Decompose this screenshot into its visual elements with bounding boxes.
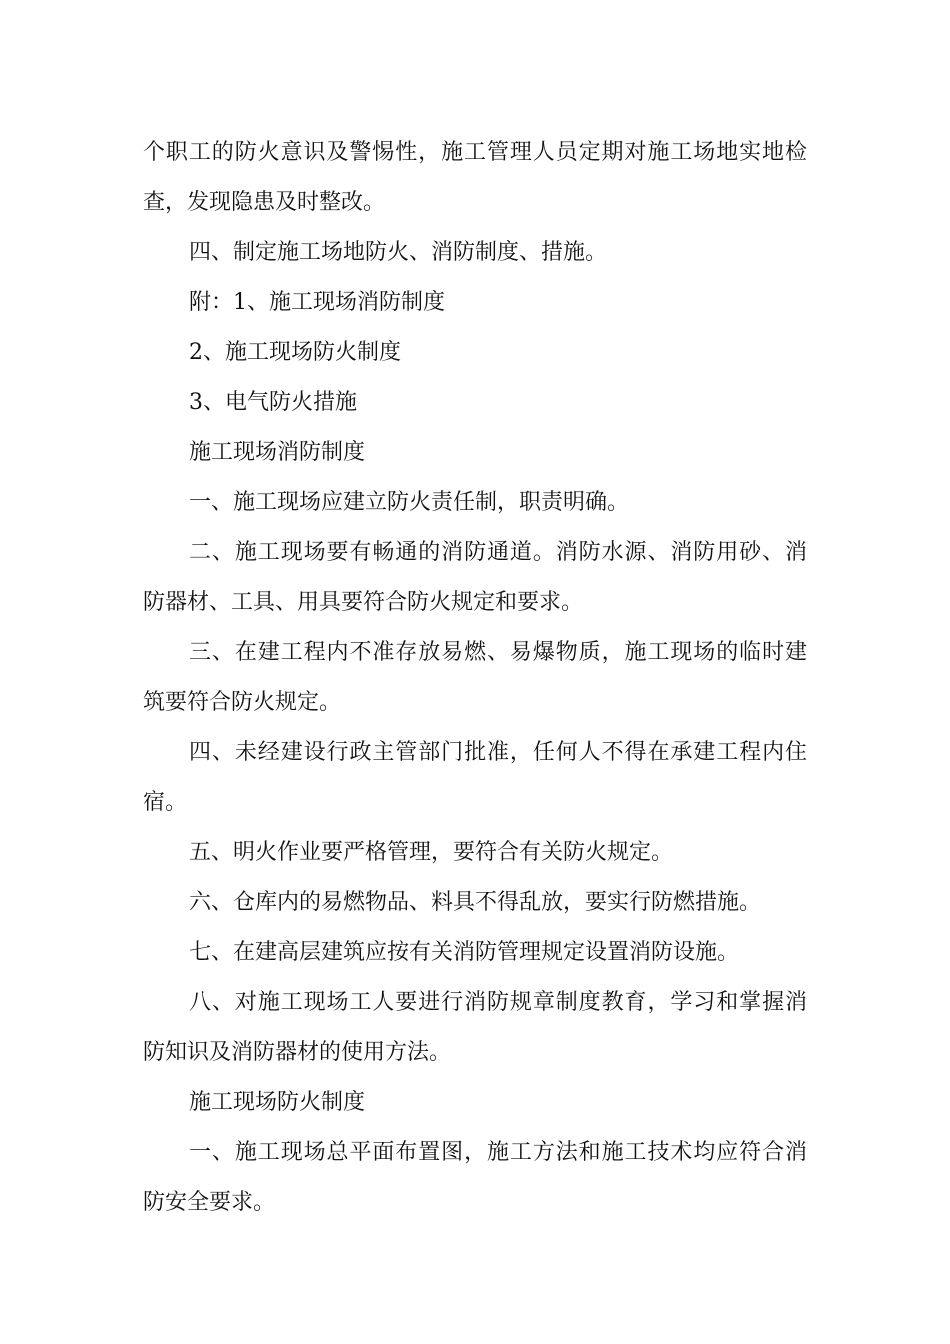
section-heading: 四、制定施工场地防火、消防制度、措施。 bbox=[189, 240, 608, 265]
paragraph-line: 八、对施工现场工人要进行消防规章制度教育，学习和掌握消 bbox=[189, 990, 807, 1015]
paragraph-line: 六、仓库内的易燃物品、料具不得乱放，要实行防燃措施。 bbox=[189, 890, 762, 915]
paragraph-line: 七、在建高层建筑应按有关消防管理规定设置消防设施。 bbox=[189, 940, 740, 965]
paragraph-line: 个职工的防火意识及警惕性，施工管理人员定期对施工场地实地检 bbox=[143, 140, 807, 165]
paragraph-line: 二、施工现场要有畅通的消防通道。消防水源、消防用砂、消 bbox=[189, 540, 807, 565]
section-title: 施工现场防火制度 bbox=[189, 1090, 366, 1115]
document-body bbox=[143, 128, 807, 1228]
paragraph-line: 筑要符合防火规定。 bbox=[143, 690, 342, 715]
paragraph-line: 宿。 bbox=[143, 790, 188, 815]
paragraph-line: 四、未经建设行政主管部门批准，任何人不得在承建工程内住 bbox=[189, 740, 807, 765]
paragraph-line: 查，发现隐患及时整改。 bbox=[143, 190, 386, 215]
paragraph-line: 一、施工现场总平面布置图，施工方法和施工技术均应符合消 bbox=[189, 1140, 807, 1165]
paragraph-line: 三、在建工程内不准存放易燃、易爆物质，施工现场的临时建 bbox=[189, 640, 807, 665]
appendix-item: 附：1、施工现场消防制度 bbox=[189, 290, 445, 315]
appendix-item: 2、施工现场防火制度 bbox=[189, 340, 401, 365]
paragraph-line: 防器材、工具、用具要符合防火规定和要求。 bbox=[143, 590, 584, 615]
section-title: 施工现场消防制度 bbox=[189, 440, 366, 465]
paragraph-line: 一、施工现场应建立防火责任制，职责明确。 bbox=[189, 490, 630, 515]
paragraph-line: 五、明火作业要严格管理，要符合有关防火规定。 bbox=[189, 840, 674, 865]
paragraph-line: 防知识及消防器材的使用方法。 bbox=[143, 1040, 452, 1065]
paragraph-line: 防安全要求。 bbox=[143, 1190, 276, 1215]
appendix-item: 3、电气防火措施 bbox=[189, 390, 357, 415]
